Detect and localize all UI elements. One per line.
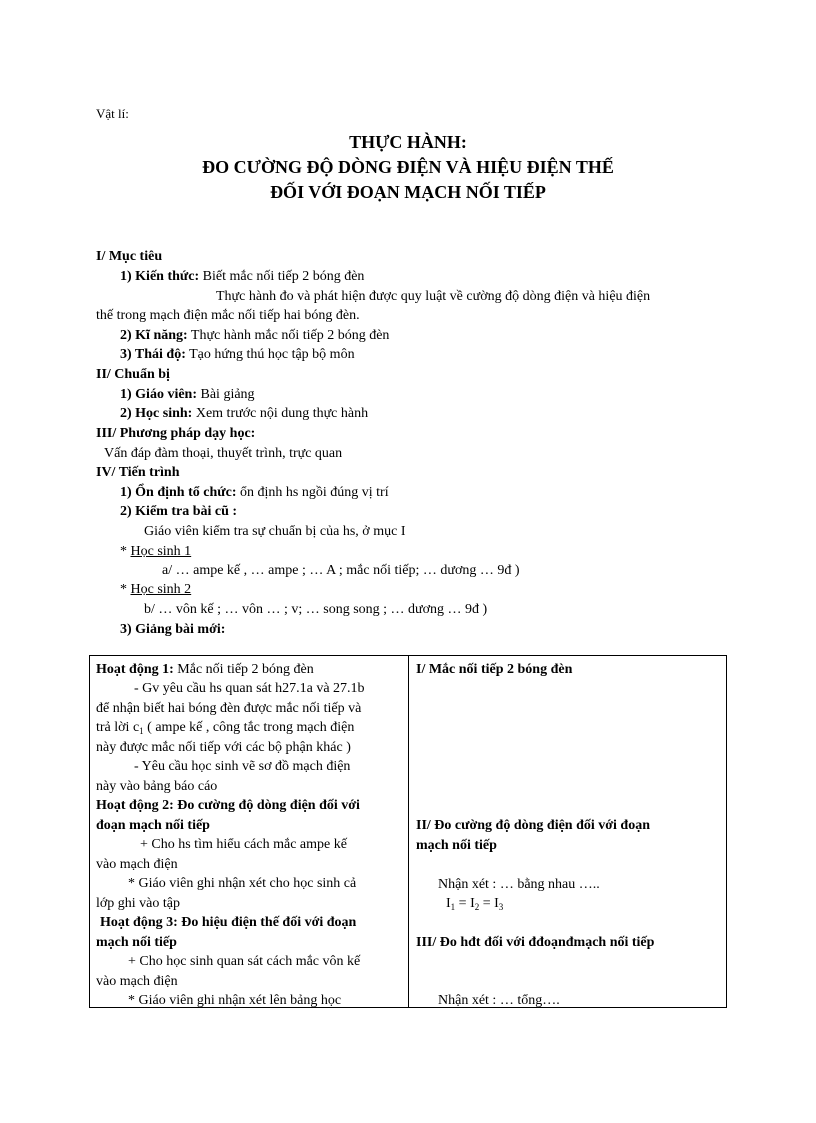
- kiem-tra-line: [120, 502, 237, 521]
- kiem-tra-label: 2) Kiểm tra bài cũ :: [120, 504, 238, 519]
- hoc-sinh-1-answer: a/ … ampe kế , … ampe ; … A ; mắc nối tiếp; … dương … 9đ ): [162, 563, 520, 578]
- hoat-dong-1-line-6: - Yêu cầu học sinh vẽ sơ đồ mạch điện: [134, 759, 351, 774]
- hoat-dong-3-line-5: * Giáo viên ghi nhận xét lên bảng học: [128, 993, 342, 1008]
- hoat-dong-2-line-6: lớp ghi vào tập: [96, 896, 180, 911]
- subject-label: Vật lí:: [96, 106, 129, 121]
- giang-bai-line: [120, 620, 225, 639]
- right-section-2: II/ Đo cường độ dòng điện đối với đoạn: [416, 818, 650, 833]
- ki-nang-line: 2) Kĩ năng: Thực hành mắc nối tiếp 2 bóng đèn: [120, 328, 390, 343]
- section-heading-muc-tieu: I/ Mục tiêu: [96, 249, 163, 264]
- hoc-sinh-1-line: * Học sinh 1: [120, 544, 192, 559]
- page-title: [0, 130, 816, 205]
- section-heading-tien-trinh: IV/ Tiến trình: [96, 465, 180, 480]
- thai-do-line: 3) Thái độ: Tạo hứng thú học tập bộ môn: [120, 347, 355, 362]
- hoc-sinh-1-label: Học sinh 1: [130, 544, 192, 559]
- hoat-dong-2-heading-2: đoạn mạch nối tiếp: [96, 818, 210, 833]
- hoat-dong-1-line-5: này được mắc nối tiếp với các bộ phận khác ): [96, 740, 351, 755]
- right-section-3-note: Nhận xét : … tổng….: [438, 993, 560, 1008]
- hoat-dong-3-line-4: vào mạch điện: [96, 974, 178, 989]
- kien-thuc-line-3: thế trong mạch điện mắc nối tiếp hai bóng đèn.: [96, 308, 360, 323]
- hoc-sinh-2-answer: b/ … vôn kế ; … vôn … ; v; … song song ; … dương … 9đ ): [144, 602, 488, 617]
- hoat-dong-1-line-7: này vào bảng báo cáo: [96, 779, 218, 794]
- ki-nang-label: 2) Kĩ năng:: [120, 328, 188, 343]
- on-dinh-label: 1) Ổn định tổ chức:: [120, 485, 237, 500]
- giang-bai-label: 3) Giảng bài mới:: [120, 622, 226, 637]
- kien-thuc-line-2: Thực hành đo và phát hiện được quy luật về cường độ dòng điện và hiệu điện: [216, 289, 651, 304]
- giao-vien-label: 1) Giáo viên:: [120, 387, 197, 402]
- hoat-dong-2-line-5: * Giáo viên ghi nhận xét cho học sinh cả: [128, 876, 357, 891]
- hoat-dong-1-heading: Hoạt động 1: Mắc nối tiếp 2 bóng đèn: [96, 662, 314, 677]
- giao-vien-line: 1) Giáo viên: Bài giảng: [120, 387, 255, 402]
- kien-thuc-line: 1) Kiến thức: Biết mắc nối tiếp 2 bóng đèn: [120, 269, 365, 284]
- right-section-2-note: Nhận xét : … bằng nhau …..: [438, 877, 600, 892]
- hoat-dong-3-heading: Hoạt động 3: Đo hiệu điện thế đối với đoạn: [100, 915, 357, 930]
- title-line-2: ĐO CƯỜNG ĐỘ DÒNG ĐIỆN VÀ HIỆU ĐIỆN THẾ: [202, 157, 614, 177]
- hoat-dong-1-line-2: - Gv yêu cầu hs quan sát h27.1a và 27.1b: [134, 681, 365, 696]
- kiem-tra-text: Giáo viên kiểm tra sự chuẩn bị của hs, ở mục I: [144, 524, 406, 539]
- hoat-dong-3-line-3: + Cho học sinh quan sát cách mắc vôn kế: [128, 954, 361, 969]
- section-heading-phuong-phap: III/ Phương pháp dạy học:: [96, 426, 256, 441]
- hoat-dong-2-heading: Hoạt động 2: Đo cường độ dòng điện đối với: [96, 798, 360, 813]
- current-formula: $I_1 = I_2 = I_3$: [446, 896, 504, 912]
- hoc-sinh-2-label: Học sinh 2: [130, 582, 192, 597]
- lesson-table: [89, 655, 727, 1008]
- hoat-dong-3-heading-2: mạch nối tiếp: [96, 935, 177, 950]
- right-section-2-line-2: mạch nối tiếp: [416, 838, 497, 853]
- phuong-phap-text: Vấn đáp đàm thoại, thuyết trình, trực quan: [104, 446, 343, 461]
- right-section-1: I/ Mắc nối tiếp 2 bóng đèn: [416, 662, 573, 677]
- hoat-dong-2-line-4: vào mạch điện: [96, 857, 178, 872]
- title-line-1: THỰC HÀNH:: [349, 132, 467, 152]
- thai-do-label: 3) Thái độ:: [120, 347, 186, 362]
- on-dinh-line: 1) Ổn định tổ chức: ổn định hs ngồi đúng vị trí: [120, 485, 389, 500]
- title-line-3: ĐỐI VỚI ĐOẠN MẠCH NỐI TIẾP: [270, 182, 546, 202]
- table-column-divider: [408, 656, 409, 1007]
- right-section-3: III/ Đo hđt đối với đđoạnđmạch nối tiếp: [416, 935, 655, 950]
- hoat-dong-2-line-3: + Cho hs tìm hiểu cách mắc ampe kế: [140, 837, 347, 852]
- hoc-sinh-2-line: * Học sinh 2: [120, 582, 192, 597]
- hoat-dong-1-line-3: để nhận biết hai bóng đèn được mắc nối tiếp và: [96, 701, 362, 716]
- hoat-dong-1-line-4: trả lời $c_1$ ( ampe kế , công tắc trong mạch điện: [96, 720, 355, 736]
- section-heading-chuan-bi: II/ Chuẩn bị: [96, 367, 170, 382]
- kien-thuc-label: 1) Kiến thức:: [120, 269, 200, 284]
- hoc-sinh-line: 2) Học sinh: Xem trước nội dung thực hành: [120, 406, 369, 421]
- hoc-sinh-label: 2) Học sinh:: [120, 406, 193, 421]
